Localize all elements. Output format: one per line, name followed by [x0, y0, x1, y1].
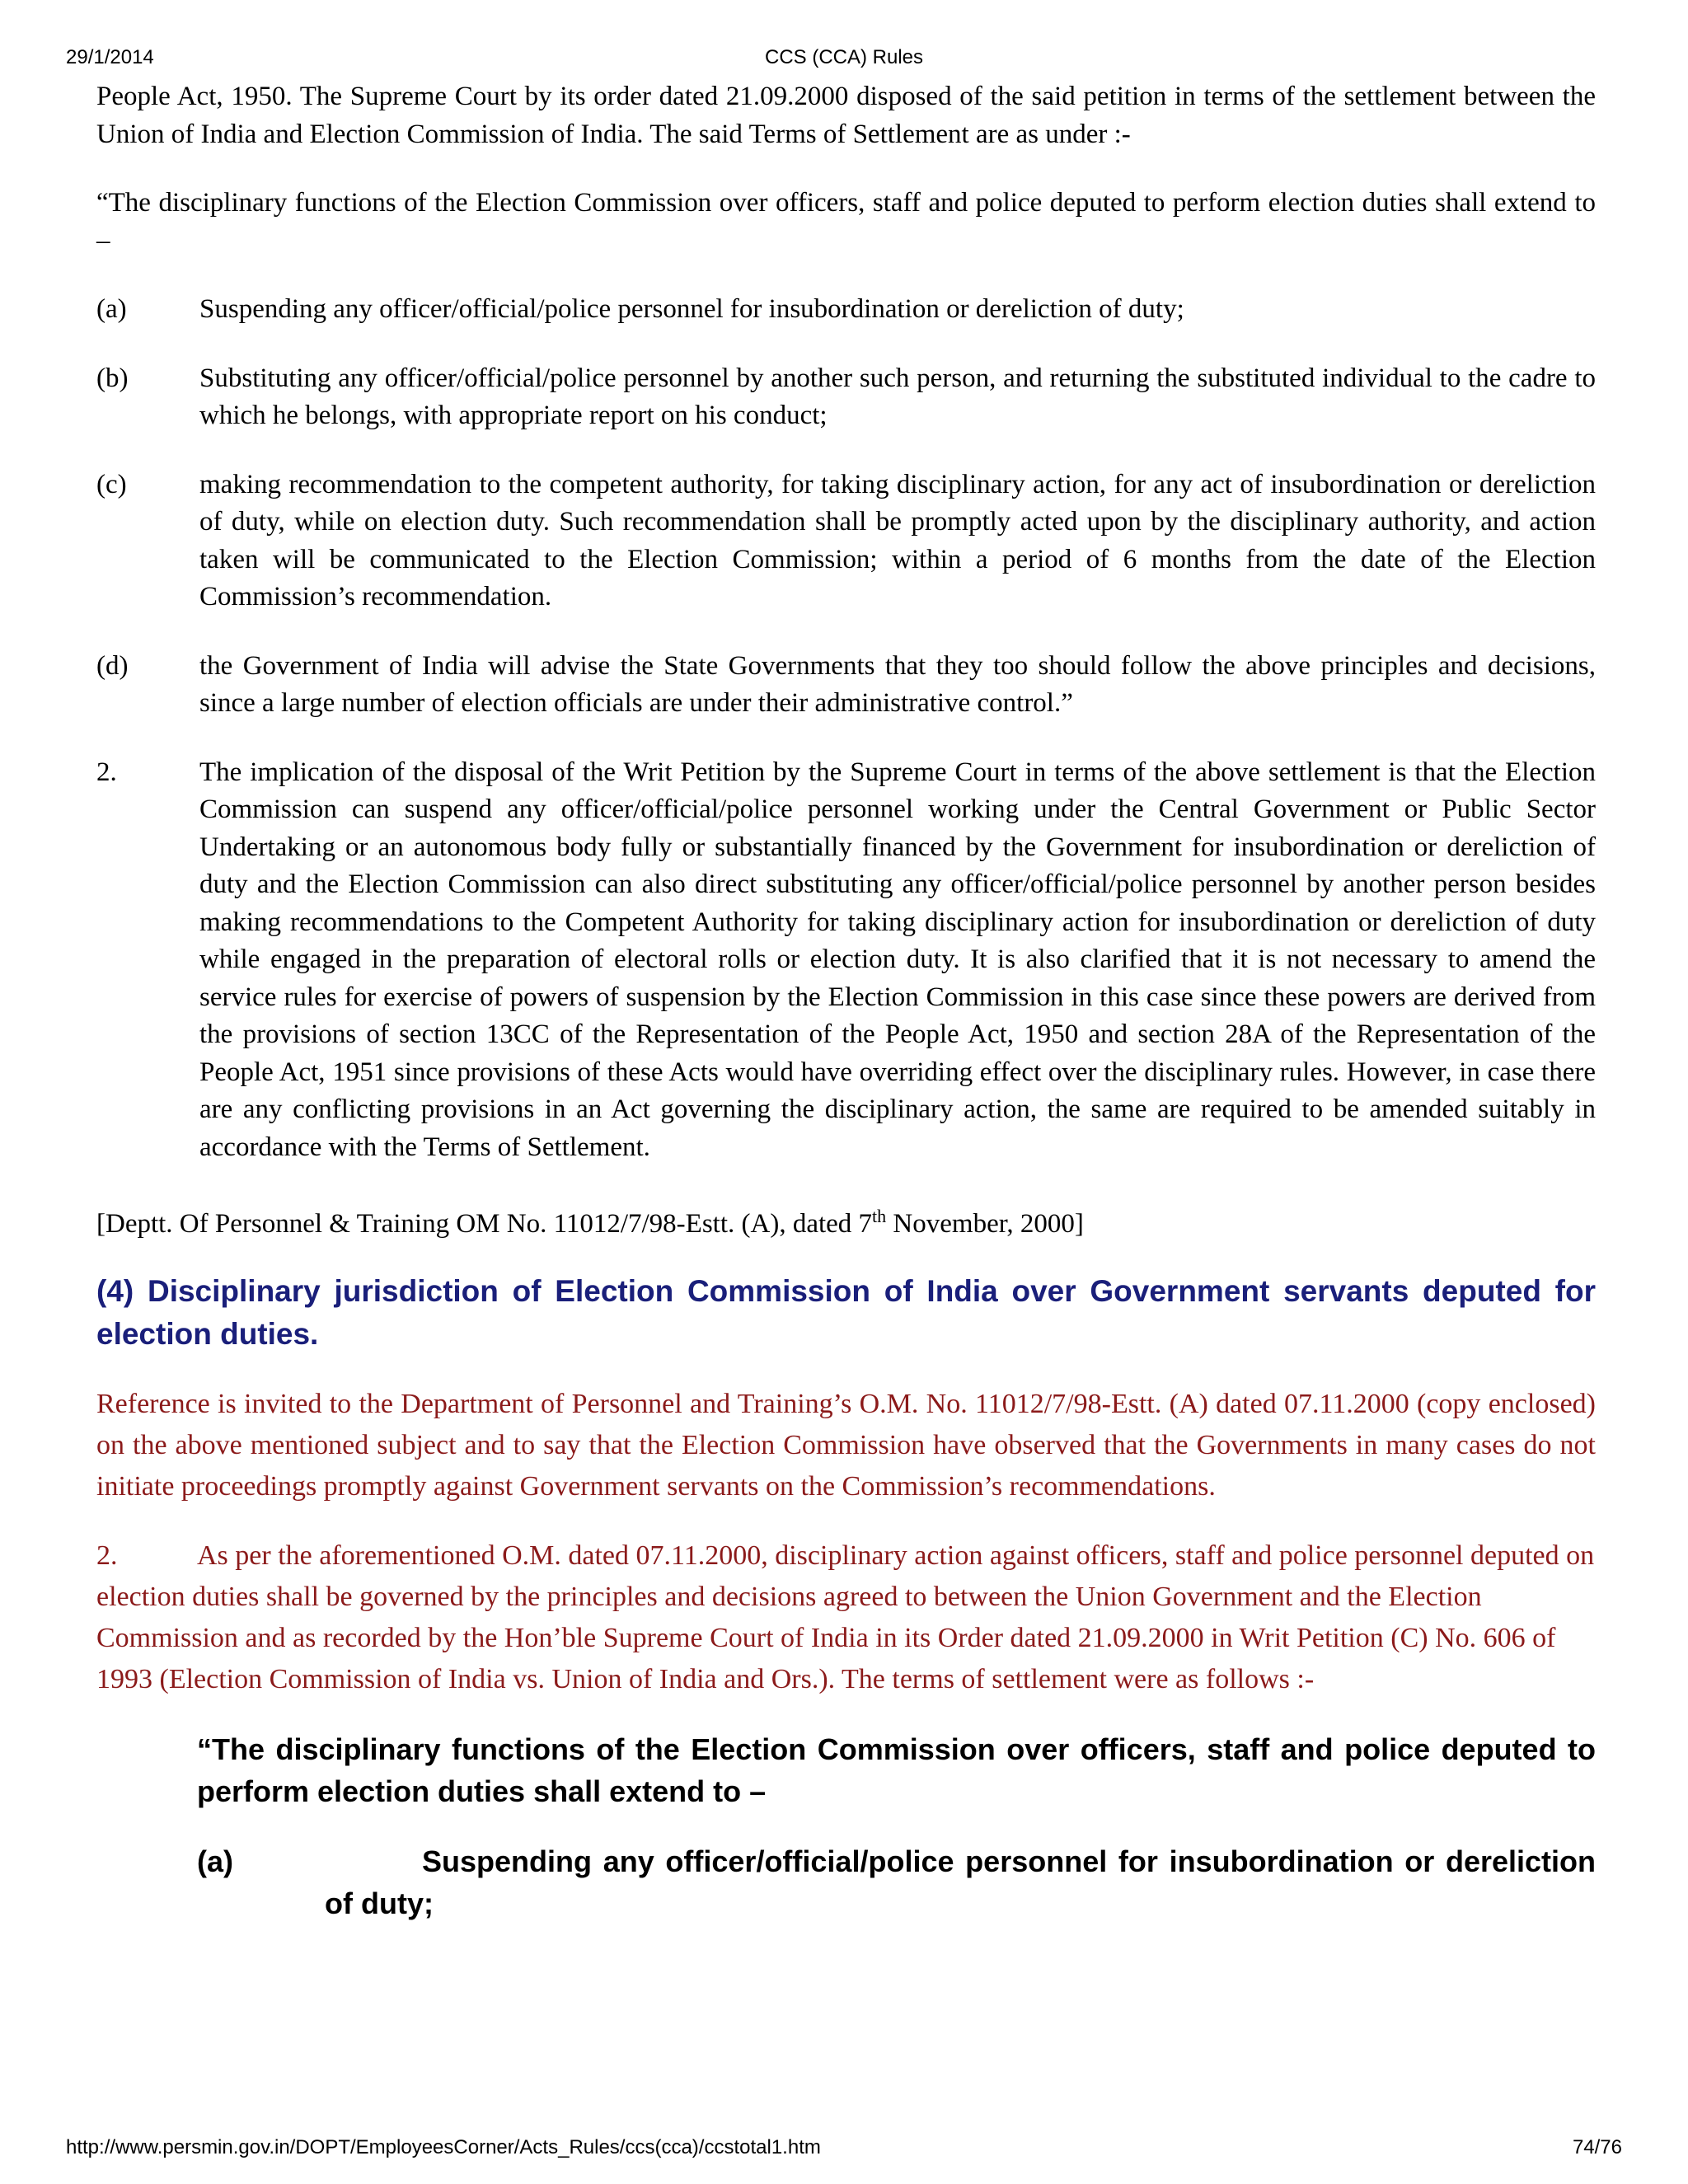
header-title: CCS (CCA) Rules [764, 46, 924, 68]
item-label: (a) [197, 1844, 233, 1878]
section-4-paragraph-2 [96, 1535, 1596, 1700]
item-text: making recommendation to the competent authority, for taking disciplinary action, for any act of insubordination or dereliction of duty, while on election duty. Such recommendation shall be promptly acted upon by the disciplinary authority, and action taken will be communicated to the Election Commission; within a period of 6 months from the date of the Election Commission’s recommendation. [199, 469, 1596, 612]
citation [96, 1197, 1596, 1244]
paragraph-number: 2. [96, 1540, 118, 1571]
item-label: (b) [96, 363, 129, 393]
citation-date: November, 2000] [886, 1209, 1084, 1239]
list-item-c [96, 466, 1596, 616]
item-label: (d) [96, 650, 129, 681]
footer-url: http://www.persmin.gov.in/DOPT/EmployeesCorner/Acts_Rules/ccs(cca)/ccstotal1.htm [66, 2136, 821, 2158]
quote-intro: “The disciplinary functions of the Election Commission over officers, staff and police deputed to perform election duties shall extend to – [96, 188, 1596, 255]
citation-sup: th [872, 1206, 887, 1226]
paragraph-number: 2. [96, 757, 117, 787]
section-4-quote: “The disciplinary functions of the Election Commission over officers, staff and police deputed to perform election duties shall extend to – [197, 1732, 1596, 1808]
paragraph-2 [96, 754, 1596, 1167]
page-content [96, 78, 1596, 1924]
section-4-paragraph-1: Reference is invited to the Department of Personnel and Training’s O.M. No. 11012/7/98-Estt. (A) dated 07.11.2000 (copy enclosed) on the above mentioned subject and to say that the Election Commission have observed that the Governments in many cases do not initiate proceedings promptly against Government servants on the Commission’s recommendations. [96, 1388, 1596, 1502]
citation-text: [Deptt. Of Personnel & Training OM No. 11012/7/98-Estt. (A), dated 7 [96, 1209, 873, 1239]
item-label: (c) [96, 469, 127, 499]
footer-page-number: 74/76 [1572, 2136, 1622, 2158]
item-text: Substituting any officer/official/police personnel by another such person, and returning the substituted individual to the cadre to which he belongs, with appropriate report on his conduct; [199, 363, 1596, 430]
item-text: the Government of India will advise the State Governments that they too should follow the above principles and decisions, since a large number of election officials are under their administrative control.” [199, 650, 1596, 718]
list-item-b [96, 360, 1596, 435]
item-text: Suspending any officer/official/police personnel for insubordination or dereliction of duty; [325, 1844, 1596, 1920]
paragraph-text: As per the aforementioned O.M. dated 07.11.2000, disciplinary action against officers, staff and police personnel deputed on election duties shall be governed by the principles and decisions agreed to between the Union Government and the Election Commission and as recorded by the Hon’ble Supreme Court of India in its Order dated 21.09.2000 in Writ Petition (C) No. 606 of 1993 (Election Commission of India vs. Union of India and Ors.). The terms of settlement were as follows :- [96, 1540, 1595, 1694]
list-item-d [96, 648, 1596, 723]
paragraph-text: The implication of the disposal of the Writ Petition by the Supreme Court in terms of the above settlement is that the Election Commission can suspend any officer/official/police personnel working under the Central Government or Public Sector Undertaking or an autonomous body fully or substantially financed by the Government for insubordination or dereliction of duty and the Election Commission can also direct substituting any officer/official/police personnel by another person besides making recommendations to the Competent Authority for taking disciplinary action for insubordination or dereliction of duty while engaged in the preparation of electoral rolls or election duty. It is also clarified that it is not necessary to amend the service rules for exercise of powers of suspension by the Election Commission in this case since these powers are derived from the provisions of section 13CC of the Representation of the People Act, 1950 and section 28A of the Representation of the People Act, 1951 since provisions of these Acts would have overriding effect over the disciplinary rules. However, in case there are any conflicting provisions in an Act governing the disciplinary action, the same are required to be amended suitably in accordance with the Terms of Settlement. [199, 757, 1596, 1162]
section-4-title: (4) Disciplinary jurisdiction of Election Commission of India over Government servants deputed for election duties. [96, 1273, 1596, 1351]
header-date: 29/1/2014 [66, 46, 154, 68]
intro-paragraph: People Act, 1950. The Supreme Court by its order dated 21.09.2000 disposed of the said petition in terms of the settlement between the Union of India and Election Commission of India. The said Terms of Settlement are as under :- [96, 82, 1596, 149]
section-4-quote-item-a [197, 1840, 1596, 1924]
list-item-a [96, 291, 1596, 329]
item-label: (a) [96, 294, 127, 324]
item-text: Suspending any officer/official/police personnel for insubordination or dereliction of duty; [199, 294, 1184, 324]
